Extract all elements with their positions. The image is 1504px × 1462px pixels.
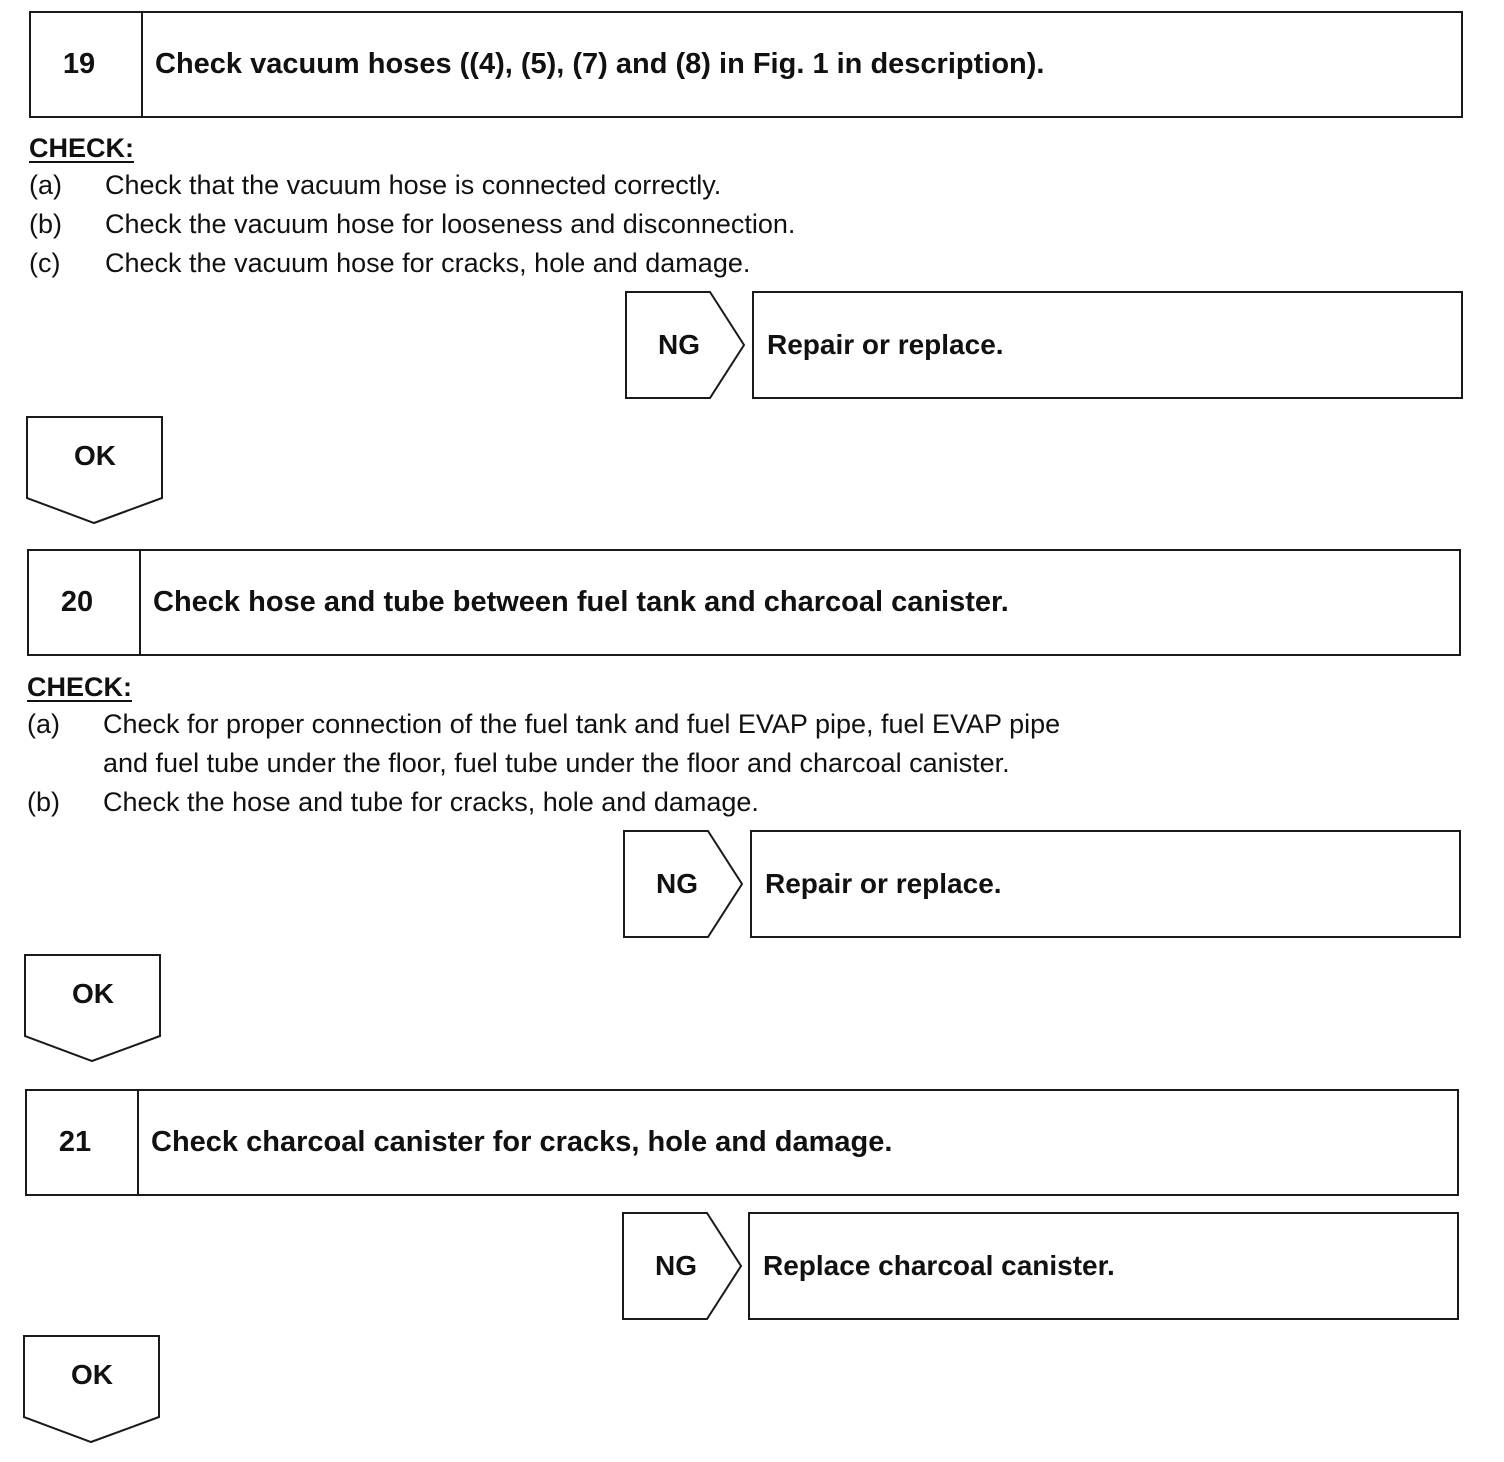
step-19-header xyxy=(29,11,1463,118)
check-item xyxy=(27,783,1060,822)
ok-label: OK xyxy=(72,978,114,1009)
step-19-ng-action: Repair or replace. xyxy=(752,291,1463,399)
check-item-letter: (b) xyxy=(29,209,62,239)
ok-label: OK xyxy=(74,440,116,471)
ng-label: NG xyxy=(658,329,700,360)
step-title: Check hose and tube between fuel tank and charcoal canister. xyxy=(153,586,1009,618)
step-20-header xyxy=(27,549,1461,656)
step-21-header xyxy=(25,1089,1459,1196)
check-item-text: Check the vacuum hose for cracks, hole and damage. xyxy=(105,248,751,278)
check-item xyxy=(29,244,795,283)
step-21-ok-arrow xyxy=(23,1335,161,1445)
ng-label: NG xyxy=(655,1250,697,1281)
check-item xyxy=(29,205,795,244)
check-item-text: Check that the vacuum hose is connected correctly. xyxy=(105,170,722,200)
step-21-ng-arrow xyxy=(622,1212,744,1320)
step-title: Check vacuum hoses ((4), (5), (7) and (8) in Fig. 1 in description). xyxy=(155,48,1045,80)
check-item-text: Check for proper connection of the fuel tank and fuel EVAP pipe, fuel EVAP pipe and fuel tube under the floor, fuel tube under the floor and charcoal canister. xyxy=(103,709,1061,778)
check-item xyxy=(29,166,795,205)
check-item-text: Check the vacuum hose for looseness and disconnection. xyxy=(105,209,796,239)
step-number: 19 xyxy=(31,13,143,116)
check-item xyxy=(27,705,1060,783)
step-number: 20 xyxy=(29,551,141,654)
step-19-ng-arrow xyxy=(625,291,747,399)
step-20-check xyxy=(27,669,1060,822)
check-heading: CHECK: xyxy=(29,133,134,163)
step-number: 21 xyxy=(27,1091,139,1194)
step-21-ng-action: Replace charcoal canister. xyxy=(748,1212,1459,1320)
check-item-letter: (b) xyxy=(27,787,60,817)
check-item-text: Check the hose and tube for cracks, hole and damage. xyxy=(103,787,759,817)
check-item-letter: (a) xyxy=(27,709,60,739)
step-20-ng-arrow xyxy=(623,830,745,938)
step-title: Check charcoal canister for cracks, hole and damage. xyxy=(151,1126,893,1158)
check-item-letter: (a) xyxy=(29,170,62,200)
check-item-letter: (c) xyxy=(29,248,61,278)
check-heading: CHECK: xyxy=(27,672,132,702)
step-20-ok-arrow xyxy=(24,954,162,1064)
step-19-ok-arrow xyxy=(26,416,164,526)
ok-label: OK xyxy=(71,1359,113,1390)
ng-label: NG xyxy=(656,868,698,899)
step-20-ng-action: Repair or replace. xyxy=(750,830,1461,938)
step-19-check xyxy=(29,130,795,283)
